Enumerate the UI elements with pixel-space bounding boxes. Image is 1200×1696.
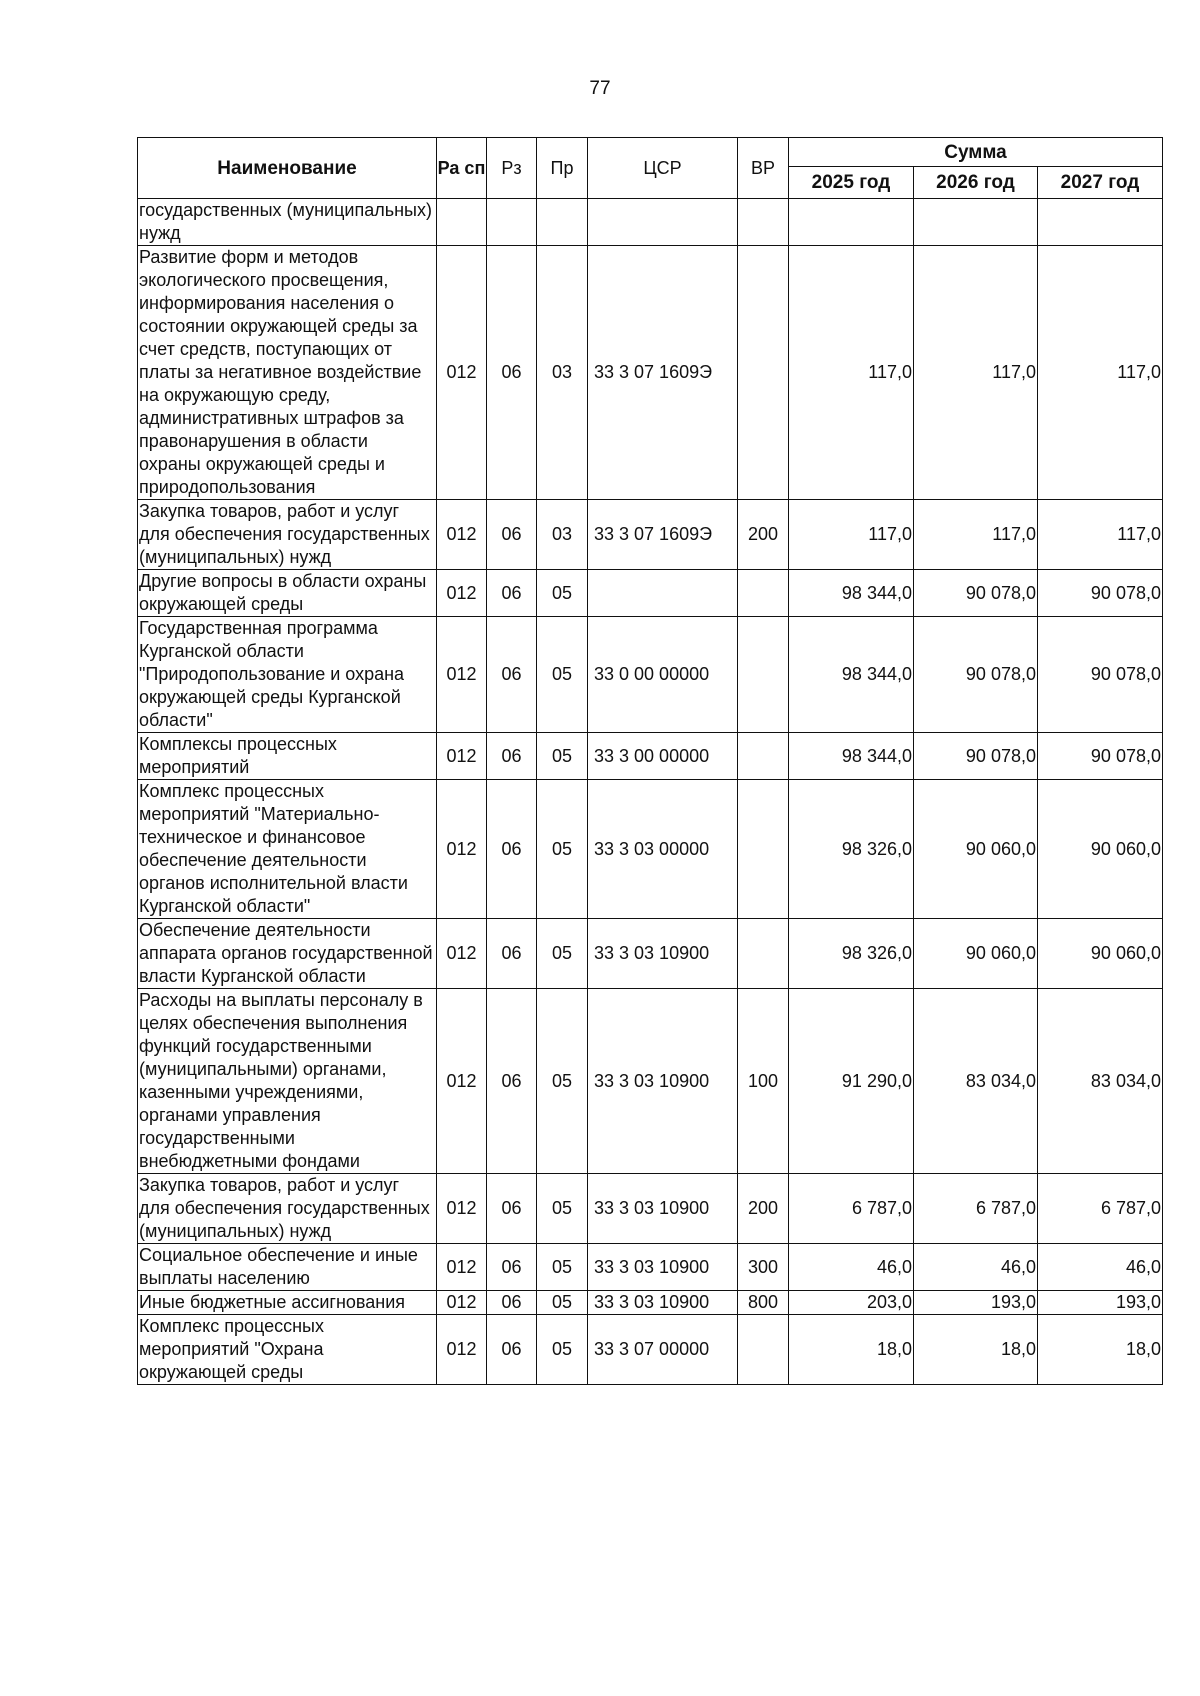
header-year-2026: 2026 год (914, 167, 1038, 199)
cell-sum-2027 (1038, 199, 1163, 246)
cell-vr (738, 780, 789, 919)
cell-vr (738, 1315, 789, 1385)
cell-csr: 33 3 07 1609Э (588, 500, 738, 570)
header-pr: Пр (537, 138, 588, 199)
cell-name: Развитие форм и методов экологического просвещения, информирования населения о состоянии окружающей среды за счет средств, поступающих от платы за негативное воздействие на окружающую среду, административных штрафов за правонарушения в области охраны окружающей среды и природопользования (138, 246, 437, 500)
cell-vr (738, 919, 789, 989)
cell-sum-2026: 193,0 (914, 1291, 1038, 1315)
cell-vr (738, 617, 789, 733)
table-row (138, 570, 1163, 617)
header-vr: ВР (738, 138, 789, 199)
table-row (138, 1174, 1163, 1244)
cell-sum-2027: 117,0 (1038, 246, 1163, 500)
cell-rz: 06 (487, 570, 537, 617)
cell-rz: 06 (487, 1174, 537, 1244)
cell-name: Расходы на выплаты персоналу в целях обеспечения выполнения функций государственными (муниципальными) органами, казенными учреждениями, органами управления государственными внебюджетными фондами (138, 989, 437, 1174)
cell-pr: 03 (537, 500, 588, 570)
cell-sum-2027: 90 078,0 (1038, 570, 1163, 617)
table-row (138, 1291, 1163, 1315)
cell-pr (537, 199, 588, 246)
cell-sum-2026: 6 787,0 (914, 1174, 1038, 1244)
cell-sum-2025: 117,0 (789, 246, 914, 500)
cell-sum-2027: 193,0 (1038, 1291, 1163, 1315)
cell-sum-2027: 117,0 (1038, 500, 1163, 570)
cell-name: Закупка товаров, работ и услуг для обеспечения государственных (муниципальных) нужд (138, 1174, 437, 1244)
header-csr: ЦСР (588, 138, 738, 199)
cell-sum-2026: 90 078,0 (914, 733, 1038, 780)
cell-csr: 33 3 03 10900 (588, 1291, 738, 1315)
cell-sum-2025: 98 344,0 (789, 570, 914, 617)
cell-sum-2026: 46,0 (914, 1244, 1038, 1291)
cell-sum-2027: 83 034,0 (1038, 989, 1163, 1174)
cell-name: Государственная программа Курганской области "Природопользование и охрана окружающей среды Курганской области" (138, 617, 437, 733)
cell-name: Закупка товаров, работ и услуг для обеспечения государственных (муниципальных) нужд (138, 500, 437, 570)
cell-rasp: 012 (437, 246, 487, 500)
cell-sum-2026: 90 060,0 (914, 919, 1038, 989)
table-row (138, 733, 1163, 780)
cell-sum-2025: 6 787,0 (789, 1174, 914, 1244)
cell-rasp: 012 (437, 570, 487, 617)
cell-rasp: 012 (437, 617, 487, 733)
cell-rz: 06 (487, 1291, 537, 1315)
table-row (138, 989, 1163, 1174)
cell-rasp: 012 (437, 1291, 487, 1315)
cell-sum-2026: 117,0 (914, 500, 1038, 570)
cell-pr: 05 (537, 919, 588, 989)
cell-csr: 33 3 03 10900 (588, 989, 738, 1174)
cell-rz: 06 (487, 1315, 537, 1385)
page-number: 77 (589, 78, 611, 99)
table-row (138, 1315, 1163, 1385)
cell-rasp: 012 (437, 780, 487, 919)
cell-rz: 06 (487, 617, 537, 733)
cell-pr: 05 (537, 989, 588, 1174)
cell-sum-2025: 18,0 (789, 1315, 914, 1385)
cell-pr: 05 (537, 1174, 588, 1244)
cell-name: Комплекс процессных мероприятий "Материально-техническое и финансовое обеспечение деятельности органов исполнительной власти Курганской области" (138, 780, 437, 919)
cell-csr: 33 0 00 00000 (588, 617, 738, 733)
table-row (138, 617, 1163, 733)
header-year-2025: 2025 год (789, 167, 914, 199)
cell-vr: 200 (738, 1174, 789, 1244)
cell-sum-2026: 90 078,0 (914, 617, 1038, 733)
cell-sum-2027: 46,0 (1038, 1244, 1163, 1291)
table-row (138, 780, 1163, 919)
cell-rasp: 012 (437, 1244, 487, 1291)
cell-csr (588, 199, 738, 246)
cell-sum-2025: 117,0 (789, 500, 914, 570)
cell-rz (487, 199, 537, 246)
table-header (138, 138, 1163, 199)
cell-name: Социальное обеспечение и иные выплаты населению (138, 1244, 437, 1291)
cell-rasp: 012 (437, 989, 487, 1174)
header-rz: Рз (487, 138, 537, 199)
cell-sum-2025 (789, 199, 914, 246)
cell-rasp: 012 (437, 500, 487, 570)
cell-sum-2026: 90 060,0 (914, 780, 1038, 919)
cell-sum-2025: 91 290,0 (789, 989, 914, 1174)
table-row (138, 919, 1163, 989)
cell-csr: 33 3 07 00000 (588, 1315, 738, 1385)
cell-sum-2026: 18,0 (914, 1315, 1038, 1385)
cell-sum-2027: 90 078,0 (1038, 617, 1163, 733)
cell-sum-2026: 90 078,0 (914, 570, 1038, 617)
cell-rasp: 012 (437, 733, 487, 780)
cell-rasp: 012 (437, 1174, 487, 1244)
cell-vr (738, 733, 789, 780)
table-row (138, 500, 1163, 570)
cell-pr: 05 (537, 1244, 588, 1291)
cell-sum-2027: 90 078,0 (1038, 733, 1163, 780)
cell-pr: 05 (537, 1315, 588, 1385)
cell-sum-2025: 98 326,0 (789, 780, 914, 919)
cell-pr: 03 (537, 246, 588, 500)
header-name: Наименование (138, 138, 437, 199)
header-rasp: Ра сп (437, 138, 487, 199)
cell-rz: 06 (487, 780, 537, 919)
cell-rz: 06 (487, 500, 537, 570)
table-row (138, 199, 1163, 246)
cell-sum-2027: 6 787,0 (1038, 1174, 1163, 1244)
cell-sum-2025: 203,0 (789, 1291, 914, 1315)
cell-pr: 05 (537, 617, 588, 733)
table-body (138, 199, 1163, 1385)
cell-name: государственных (муниципальных) нужд (138, 199, 437, 246)
cell-vr (738, 246, 789, 500)
cell-csr (588, 570, 738, 617)
cell-csr: 33 3 03 10900 (588, 919, 738, 989)
cell-pr: 05 (537, 570, 588, 617)
cell-vr: 800 (738, 1291, 789, 1315)
cell-sum-2026: 83 034,0 (914, 989, 1038, 1174)
cell-rasp: 012 (437, 1315, 487, 1385)
cell-rz: 06 (487, 733, 537, 780)
cell-rz: 06 (487, 919, 537, 989)
cell-vr: 100 (738, 989, 789, 1174)
cell-rasp (437, 199, 487, 246)
cell-csr: 33 3 03 00000 (588, 780, 738, 919)
cell-vr: 200 (738, 500, 789, 570)
cell-pr: 05 (537, 780, 588, 919)
cell-sum-2025: 98 326,0 (789, 919, 914, 989)
cell-rz: 06 (487, 246, 537, 500)
cell-name: Комплекс процессных мероприятий "Охрана окружающей среды (138, 1315, 437, 1385)
header-year-2027: 2027 год (1038, 167, 1163, 199)
budget-table (137, 137, 1163, 1385)
cell-sum-2027: 90 060,0 (1038, 780, 1163, 919)
header-sum: Сумма (789, 138, 1163, 167)
cell-sum-2026 (914, 199, 1038, 246)
cell-name: Комплексы процессных мероприятий (138, 733, 437, 780)
cell-rz: 06 (487, 1244, 537, 1291)
cell-csr: 33 3 07 1609Э (588, 246, 738, 500)
cell-name: Иные бюджетные ассигнования (138, 1291, 437, 1315)
cell-sum-2027: 18,0 (1038, 1315, 1163, 1385)
cell-pr: 05 (537, 1291, 588, 1315)
cell-sum-2025: 46,0 (789, 1244, 914, 1291)
cell-rz: 06 (487, 989, 537, 1174)
cell-name: Обеспечение деятельности аппарата органов государственной власти Курганской области (138, 919, 437, 989)
cell-csr: 33 3 03 10900 (588, 1244, 738, 1291)
cell-vr (738, 570, 789, 617)
table-row (138, 1244, 1163, 1291)
cell-sum-2025: 98 344,0 (789, 733, 914, 780)
cell-pr: 05 (537, 733, 588, 780)
cell-rasp: 012 (437, 919, 487, 989)
cell-sum-2025: 98 344,0 (789, 617, 914, 733)
cell-name: Другие вопросы в области охраны окружающей среды (138, 570, 437, 617)
table-row (138, 246, 1163, 500)
cell-csr: 33 3 03 10900 (588, 1174, 738, 1244)
cell-sum-2027: 90 060,0 (1038, 919, 1163, 989)
cell-sum-2026: 117,0 (914, 246, 1038, 500)
cell-csr: 33 3 00 00000 (588, 733, 738, 780)
cell-vr: 300 (738, 1244, 789, 1291)
cell-vr (738, 199, 789, 246)
